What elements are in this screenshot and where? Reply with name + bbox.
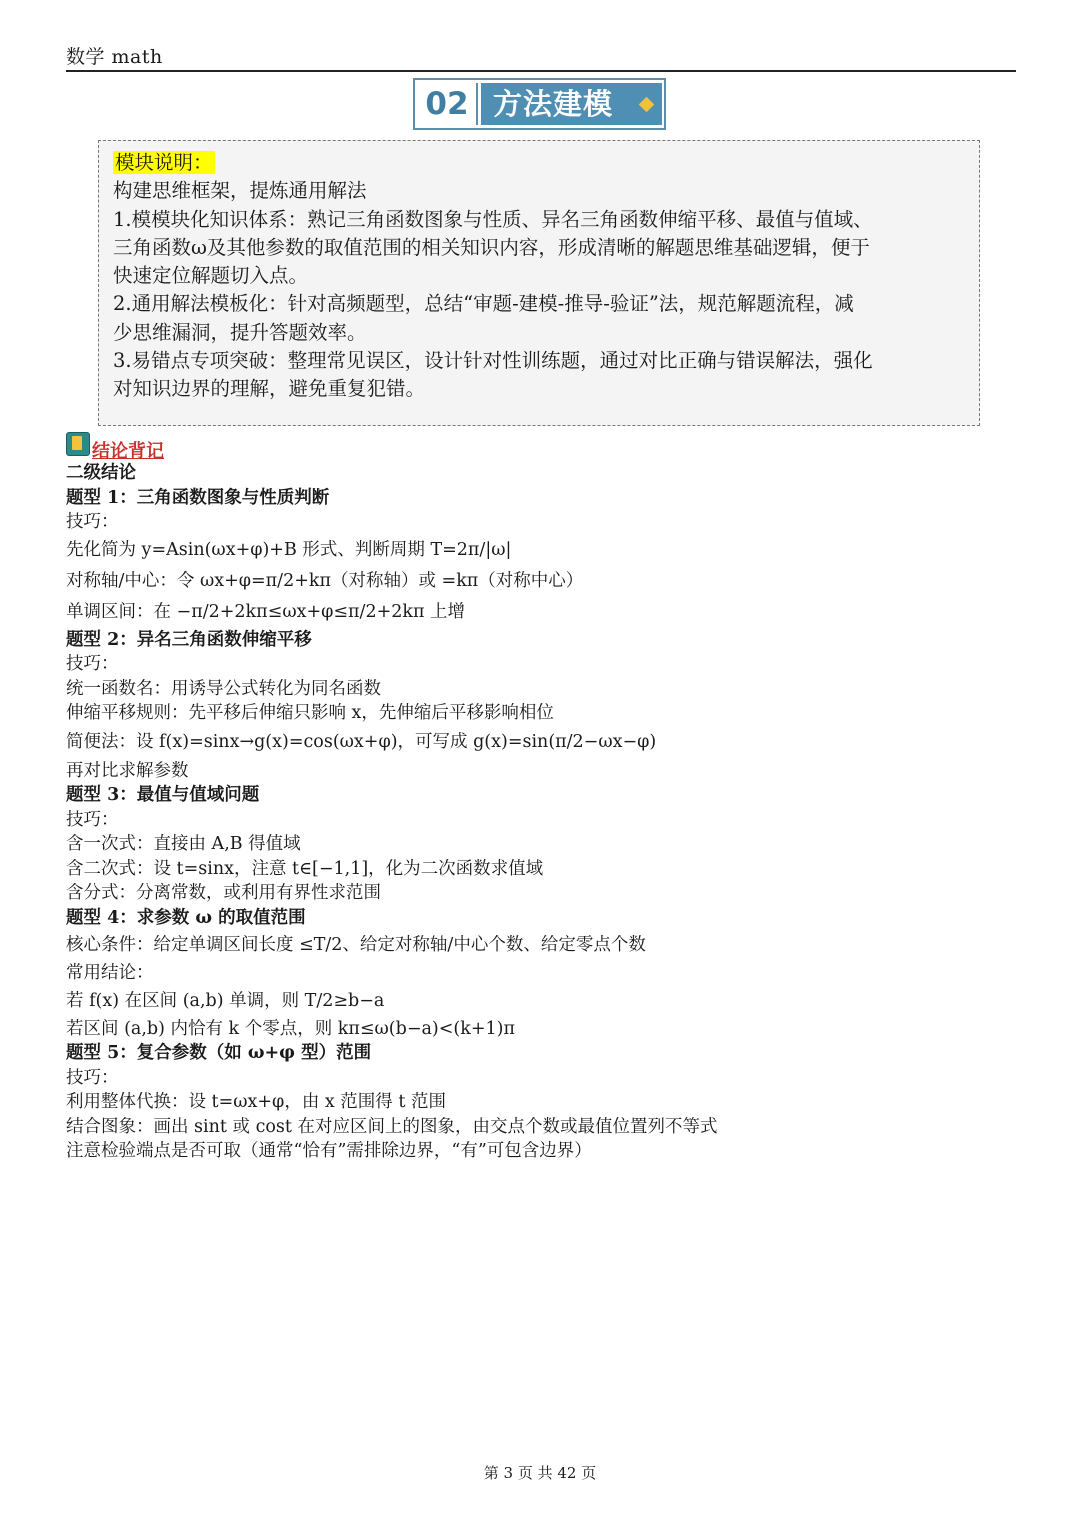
content-line: 含一次式：直接由 A,B 得值域: [66, 834, 301, 854]
section-title: 结论背记: [92, 441, 164, 462]
module-line: 构建思维框架，提炼通用解法: [113, 179, 367, 203]
content-line: 统一函数名：用诱导公式转化为同名函数: [66, 678, 381, 699]
content-line: 常用结论：: [66, 963, 154, 983]
conclusions-list: [66, 461, 1006, 1164]
content-line: 对称轴/中心：令 ωx+φ=π/2+kπ（对称轴）或 =kπ（对称中心）: [66, 570, 584, 591]
module-line: 1.模模块化知识体系：熟记三角函数图象与性质、异名三角函数伸缩平移、最值与值域、: [113, 207, 873, 231]
content-line: 若区间 (a,b) 内恰有 k 个零点，则 kπ≤ω(b−a)<(k+1)π: [66, 1018, 515, 1039]
content-line: 注意检验端点是否可取（通常“恰有”需排除边界，“有”可包含边界）: [66, 1141, 592, 1161]
content-line: 技巧：: [66, 512, 119, 532]
module-line: 2.通用解法模板化：针对高频题型，总结“审题-建模-推导-验证”法，规范解题流程，减: [113, 292, 854, 316]
content-line: 再对比求解参数: [66, 760, 189, 781]
content-line: 单调区间：在 −π/2+2kπ≤ωx+φ≤π/2+2kπ 上增: [66, 601, 466, 622]
content-heading: 题型 2：异名三角函数伸缩平移: [66, 629, 312, 650]
content-line: 先化简为 y=Asin(ωx+φ)+B 形式、判断周期 T=2π/|ω|: [66, 539, 512, 560]
module-line: 三角函数ω及其他参数的取值范围的相关知识内容，形成清晰的解题思维基础逻辑，便于: [113, 235, 870, 259]
module-line: 快速定位解题切入点。: [113, 264, 309, 288]
content-line: 若 f(x) 在区间 (a,b) 单调，则 T/2≥b−a: [66, 990, 385, 1011]
module-line: 对知识边界的理解，避免重复犯错。: [113, 377, 426, 401]
header-divider: [66, 70, 1016, 72]
section-banner: [413, 78, 666, 130]
content-line: 核心条件：给定单调区间长度 ≤T/2、给定对称轴/中心个数、给定零点个数: [66, 935, 646, 955]
notebook-icon: [66, 432, 90, 456]
diamond-icon: [639, 97, 655, 113]
content-line: 结合图象：画出 sint 或 cost 在对应区间上的图象，由交点个数或最值位置列不等式: [66, 1116, 718, 1137]
content-line: 含分式：分离常数，或利用有界性求范围: [66, 883, 381, 903]
content-heading: 题型 4：求参数 ω 的取值范围: [66, 907, 306, 928]
content-line: 技巧：: [66, 809, 119, 830]
content-line: 技巧：: [66, 1067, 119, 1088]
content-heading: 题型 1：三角函数图象与性质判断: [66, 487, 330, 508]
content-line: 简便法：设 f(x)=sinx→g(x)=cos(ωx+φ)，可写成 g(x)=sin(π/2−ωx−φ): [66, 731, 657, 752]
content-line: 含二次式：设 t=sinx，注意 t∈[−1,1]，化为二次函数求值域: [66, 858, 544, 879]
content-line: 伸缩平移规则：先平移后伸缩只影响 x，先伸缩后平移影响相位: [66, 703, 554, 723]
module-line: 少思维漏洞，提升答题效率。: [113, 320, 367, 344]
content-heading: 二级结论: [66, 463, 136, 483]
module-heading: 模块说明：: [115, 151, 213, 174]
module-line: 3.易错点专项突破：整理常见误区，设计针对性训练题，通过对比正确与错误解法，强化: [113, 349, 873, 373]
module-description-box: [98, 140, 980, 426]
page-header-title: 数学 math: [66, 46, 163, 68]
banner-title-text: 方法建模: [493, 87, 614, 121]
content-line: 技巧：: [66, 654, 119, 674]
content-line: 利用整体代换：设 t=ωx+φ，由 x 范围得 t 范围: [66, 1092, 446, 1112]
content-heading: 题型 5：复合参数（如 ω+φ 型）范围: [66, 1043, 372, 1063]
banner-title: [481, 83, 662, 125]
banner-number: 02: [418, 83, 478, 125]
page-footer: 第 3 页 共 42 页: [483, 1464, 597, 1482]
content-heading: 题型 3：最值与值域问题: [66, 785, 260, 805]
